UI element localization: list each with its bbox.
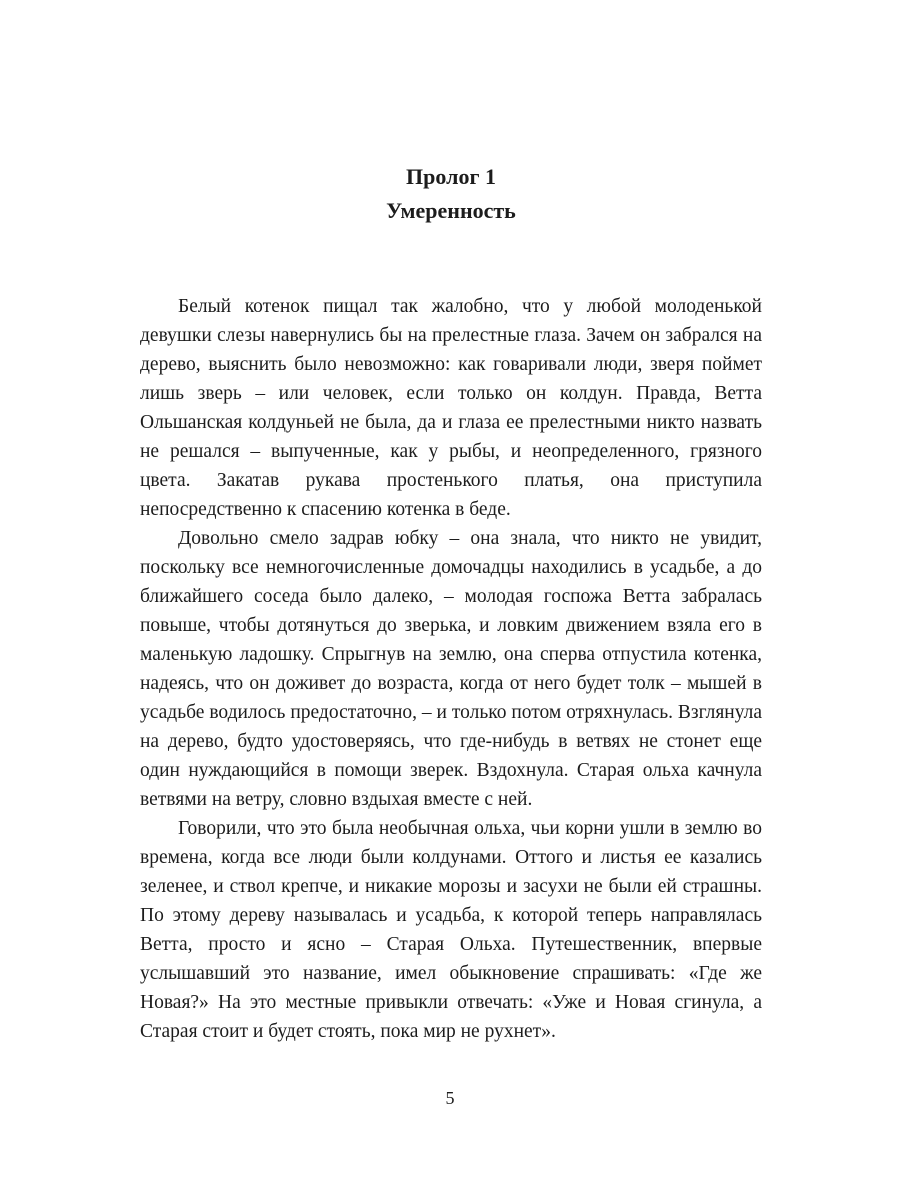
chapter-heading-title: Умеренность (386, 198, 516, 223)
chapter-heading-number: Пролог 1 (406, 164, 496, 189)
body-text (140, 292, 762, 1046)
paragraph: Белый котенок пищал так жалобно, что у любой молоденькой девушки слезы навернулись бы на прелестные глаза. Зачем он забрался на дерево, выяснить было невозможно: как говаривали люди, зверя поймет лишь зверь – или человек, если только он колдун. Правда, Ветта Ольшанская колдуньей не была, да и глаза ее прелестными никто назвать не решался – выпученные, как у рыбы, и неопределенного, грязного цвета. Закатав рукава простенького платья, она приступила непосредственно к спасению котенка в беде. (140, 296, 762, 520)
chapter-heading (140, 160, 762, 228)
paragraph: Говорили, что это была необычная ольха, чьи корни ушли в землю во времена, когда все люди были колдунами. Оттого и листья ее казались зеленее, и ствол крепче, и никакие морозы и засухи не были ей страшны. По этому дереву называлась и усадьба, к которой теперь направлялась Ветта, просто и ясно – Старая Ольха. Путешественник, впервые услышавший это название, имел обыкновение спрашивать: «Где же Новая?» На это местные привыкли отвечать: «Уже и Новая сгинула, а Старая стоит и будет стоять, пока мир не рухнет». (140, 818, 762, 1042)
text-block (140, 160, 762, 1046)
page-number: 5 (445, 1088, 455, 1108)
paragraph: Довольно смело задрав юбку – она знала, что никто не увидит, поскольку все немногочисленные домочадцы находились в усадьбе, а до ближайшего соседа было далеко, – молодая госпожа Ветта забралась повыше, чтобы дотянуться до зверька, и ловким движением взяла его в маленькую ладошку. Спрыгнув на землю, она сперва отпустила котенка, надеясь, что он доживет до возраста, когда от него будет толк – мышей в усадьбе водилось предостаточно, – и только потом отряхнулась. Взглянула на дерево, будто удостоверяясь, что где-нибудь в ветвях не стонет еще один нуждающийся в помощи зверек. Вздохнула. Старая ольха качнула ветвями на ветру, словно вздыхая вместе с ней. (140, 528, 762, 810)
